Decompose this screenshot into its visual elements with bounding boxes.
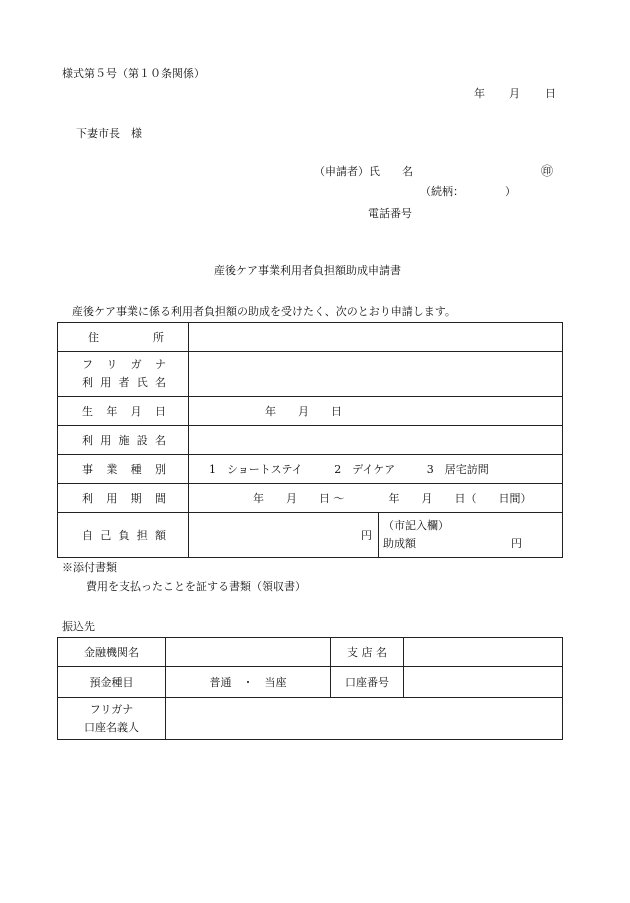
applicant-name-label: （申請者）氏 名 (314, 165, 413, 178)
city-use-label: （市記入欄） (383, 519, 449, 532)
transfer-heading: 振込先 (62, 620, 95, 633)
deposit-type-field[interactable]: 普通 ・ 当座 (166, 667, 331, 698)
attachments-heading: ※添付書類 (62, 561, 117, 574)
option-short-stay[interactable]: 1 ショートステイ (209, 463, 303, 476)
row-account-holder (58, 698, 563, 740)
attachments-item: 費用を支払ったことを証する書類（領収書） (86, 580, 306, 593)
facility-field[interactable] (189, 426, 563, 455)
document-title: 産後ケア事業利用者負担額助成申請書 (214, 264, 401, 277)
service-type-field (189, 455, 563, 484)
city-use-field (379, 513, 563, 558)
row-service-type (58, 455, 563, 484)
bank-label: 金融機関名 (58, 638, 166, 667)
service-type-label: 事 業 種 別 (58, 455, 189, 484)
branch-field[interactable] (404, 638, 563, 667)
row-self-pay (58, 513, 563, 558)
subsidy-label: 助成額 (383, 537, 416, 550)
relation-close: ） (505, 185, 516, 198)
account-holder-label (58, 698, 166, 740)
transfer-table (57, 637, 563, 740)
birth-field[interactable]: 年 月 日 (189, 397, 563, 426)
account-holder-field[interactable] (166, 698, 563, 740)
date-year-label: 年 (474, 87, 485, 100)
period-label: 利 用 期 間 (58, 484, 189, 513)
option-day-care[interactable]: 2 デイケア (334, 463, 396, 476)
seal-mark: ㊞ (541, 164, 554, 178)
self-pay-label: 自 己 負 担 額 (58, 513, 189, 558)
row-period (58, 484, 563, 513)
intro-text: 産後ケア事業に係る利用者負担額の助成を受けたく、次のとおり申請します。 (72, 305, 456, 318)
user-name-label: フ リ ガ ナ 利 用 者 氏 名 (58, 352, 189, 397)
deposit-type-label: 預金種目 (58, 667, 166, 698)
date-month-label: 月 (509, 87, 520, 100)
branch-label: 支 店 名 (331, 638, 404, 667)
account-number-field[interactable] (404, 667, 563, 698)
user-name-field[interactable] (189, 352, 563, 397)
address-field[interactable] (189, 323, 563, 352)
phone-label: 電話番号 (368, 207, 412, 220)
holder-furigana-label: フリガナ (89, 702, 134, 716)
row-bank (58, 638, 563, 667)
row-deposit-type (58, 667, 563, 698)
address-label: 住 所 (58, 323, 189, 352)
account-number-label: 口座番号 (331, 667, 404, 698)
row-birth (58, 397, 563, 426)
form-number: 様式第５号（第１０条関係） (62, 67, 205, 80)
application-table (57, 322, 563, 558)
facility-label: 利 用 施 設 名 (58, 426, 189, 455)
yen-unit: 円 (361, 529, 372, 542)
row-facility (58, 426, 563, 455)
row-user-name (58, 352, 563, 397)
bank-field[interactable] (166, 638, 331, 667)
date-day-label: 日 (545, 87, 556, 100)
row-address (58, 323, 563, 352)
holder-name-label: 口座名義人 (84, 720, 139, 734)
self-pay-field[interactable] (189, 513, 379, 558)
period-field[interactable]: 年 月 日 ～ 年 月 日（ 日間） (189, 484, 563, 513)
relation-label: （続柄： (420, 185, 464, 198)
addressee: 下妻市長 様 (76, 127, 142, 140)
subsidy-yen-unit: 円 (511, 537, 522, 550)
option-home-visit[interactable]: 3 居宅訪問 (426, 463, 489, 476)
birth-label: 生 年 月 日 (58, 397, 189, 426)
